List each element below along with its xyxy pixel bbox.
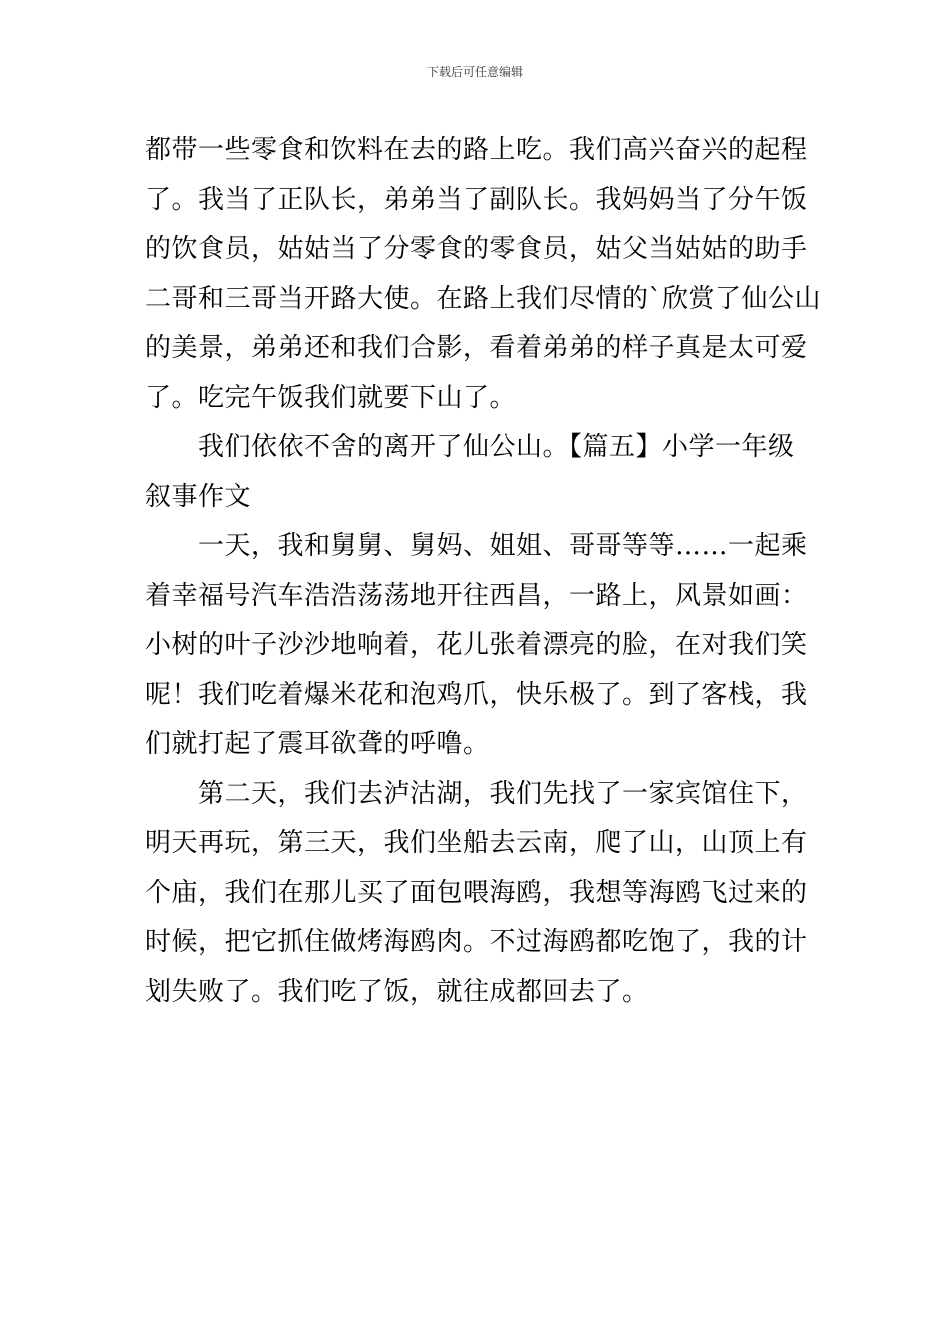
- text-line: 们就打起了震耳欲聋的呼噜。: [145, 729, 490, 759]
- text-line: 都带一些零食和饮料在去的路上吃。我们高兴奋兴的起程: [145, 135, 808, 165]
- text-line: 个庙，我们在那儿买了面包喂海鸥，我想等海鸥飞过来的: [145, 877, 808, 908]
- paragraph-first-line: 第二天，我们去泸沽湖，我们先找了一家宾馆住下，: [198, 778, 808, 809]
- text-line: 小树的叶子沙沙地响着，花儿张着漂亮的脸，在对我们笑: [145, 630, 808, 660]
- text-line: 叙事作文: [145, 481, 252, 512]
- text-line: 了。吃完午饭我们就要下山了。: [145, 382, 517, 413]
- text-line: 着幸福号汽车浩浩荡荡地开往西昌，一路上，风景如画：: [145, 580, 808, 611]
- paragraph-first-line: 一天，我和舅舅、舅妈、姐姐、哥哥等等……一起乘: [198, 531, 808, 561]
- page-header: 下载后可任意编辑: [426, 65, 523, 79]
- text-line: 的美景，弟弟还和我们合影，看着弟弟的样子真是太可爱: [145, 333, 808, 363]
- paragraph-first-line: 我们依依不舍的离开了仙公山。【篇五】小学一年级: [198, 432, 795, 462]
- text-line: 时候，把它抓住做烤海鸥肉。不过海鸥都吃饱了，我的计: [145, 927, 808, 957]
- text-line: 的饮食员，姑姑当了分零食的零食员，姑父当姑姑的助手: [145, 234, 808, 264]
- text-line: 呢！我们吃着爆米花和泡鸡爪，快乐极了。到了客栈，我: [145, 679, 808, 710]
- text-line: 二哥和三哥当开路大使。在路上我们尽情的`欣赏了仙公山: [145, 283, 822, 314]
- document-body: [145, 126, 822, 1017]
- text-line: 划失败了。我们吃了饭，就往成都回去了。: [145, 976, 649, 1007]
- text-line: 了。我当了正队长，弟弟当了副队长。我妈妈当了分午饭: [145, 184, 808, 215]
- text-line: 明天再玩，第三天，我们坐船去云南，爬了山，山顶上有: [145, 828, 808, 858]
